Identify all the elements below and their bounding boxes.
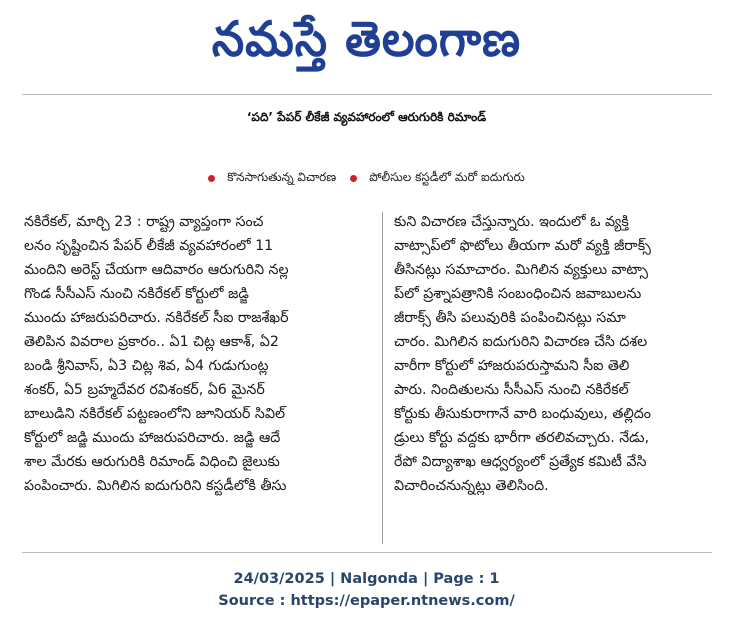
body-line: తెలిపిన వివరాల ప్రకారం.. ఏ1 చిట్ల ఆకాశ్, ఏ2 [24, 334, 279, 350]
body-line: విచారించనున్నట్లు తెలిసింది. [394, 478, 549, 494]
body-line: ప్‌లో ప్రశ్నాపత్రానికి సంబంధించిన జవాబులను [394, 286, 642, 302]
body-line: తీసినట్లు సమాచారం. మిగిలిన వ్యక్తులు వాట్సా [394, 262, 648, 278]
article-right-column [394, 210, 714, 546]
article-body [20, 210, 714, 546]
subhead-text: పోలీసుల కస్టడీలో మరో ఐదుగురు [369, 170, 525, 184]
body-line: కోర్టుకు తీసుకురాగానే వారి బంధువులు, తల్లిదం [394, 406, 651, 422]
page-footer [0, 568, 733, 612]
body-line: కుని విచారణ చేస్తున్నారు. ఇందులో ఓ వ్యక్తి [394, 214, 629, 230]
body-line: లనం సృష్టించిన పేపర్ లీకేజీ వ్యవహారంలో 11 [24, 238, 274, 254]
article-subheads [0, 170, 733, 187]
body-line: వారీగా కోర్టులో హాజరుపరుస్తామని సీఐ తెలి [394, 358, 630, 374]
top-divider [22, 94, 712, 95]
bottom-divider [22, 552, 712, 553]
subhead-item [350, 170, 525, 187]
body-line: శాల మేరకు ఆరుగురికి రిమాండ్ విధించి జైలుకు [24, 454, 280, 470]
source-link[interactable]: Source : https://epaper.ntnews.com/ [218, 593, 515, 609]
body-line: మందిని అరెస్ట్ చేయగా ఆదివారం ఆరుగురిని నల్ల [24, 262, 289, 278]
article-left-column [24, 210, 370, 546]
body-line: పంపించారు. మిగిలిన ఐదుగురిని కస్టడీలోకి తీసు [24, 478, 287, 494]
newspaper-title: నమస్తే తెలంగాణ [211, 10, 522, 68]
column-divider [382, 212, 383, 544]
body-line: గొండ సీసీఎస్ నుంచి నకిరేకల్ కోర్టులో జడ్జి [24, 286, 249, 302]
dateline: 24/03/2025 | Nalgonda | Page : 1 [233, 571, 500, 587]
article-headline: ‘పది’ పేపర్ లీకేజీ వ్యవహారంలో ఆరుగురికి రిమాండ్ [246, 110, 487, 124]
body-line: శంకర్, ఏ5 బ్రహ్మదేవర రవిశంకర్, ఏ6 మైనర్ [24, 382, 265, 398]
body-line: చారం. మిగిలిన ఐదుగురిని విచారణ చేసి దశల [394, 334, 648, 350]
body-line: నకిరేకల్, మార్చి 23 : రాష్ట్ర వ్యాప్తంగా సంచ [24, 214, 264, 230]
body-line: డ్రులు కోర్టు వద్దకు భారీగా తరలివచ్చారు. నేడు, [394, 430, 650, 446]
body-line: పారు. నిందితులను సీసీఎస్ నుంచి నకిరేకల్ [394, 382, 629, 398]
subhead-item [208, 170, 336, 187]
masthead [0, 4, 733, 86]
body-line: రేపో విద్యాశాఖ ఆధ్వర్యంలో ప్రత్యేక కమిటీ వేసి [394, 454, 647, 470]
subhead-text: కొనసాగుతున్న విచారణ [227, 170, 337, 184]
body-line: కోర్టులో జడ్జి ముందు హాజరుపరిచారు. జడ్జి ఆదే [24, 430, 281, 446]
body-line: వాట్సాప్‌లో ఫొటోలు తీయగా మరో వ్యక్తి జీరాక్స్ [394, 238, 651, 254]
body-line: బాలుడిని నకిరేకల్ పట్టణంలోని జూనియర్ సివిల్ [24, 406, 286, 422]
body-line: ముందు హాజరుపరిచారు. నకిరేకల్ సీఐ రాజశేఖర్ [24, 310, 289, 326]
body-line: జీరాక్స్ తీసి పలువురికి పంపించినట్లు సమా [394, 310, 626, 326]
red-bullet-icon [208, 175, 215, 182]
red-bullet-icon [350, 175, 357, 182]
body-line: బండి శ్రీనివాస్, ఏ3 చిట్ల శివ, ఏ4 గుడుగుంట్ల [24, 358, 269, 374]
